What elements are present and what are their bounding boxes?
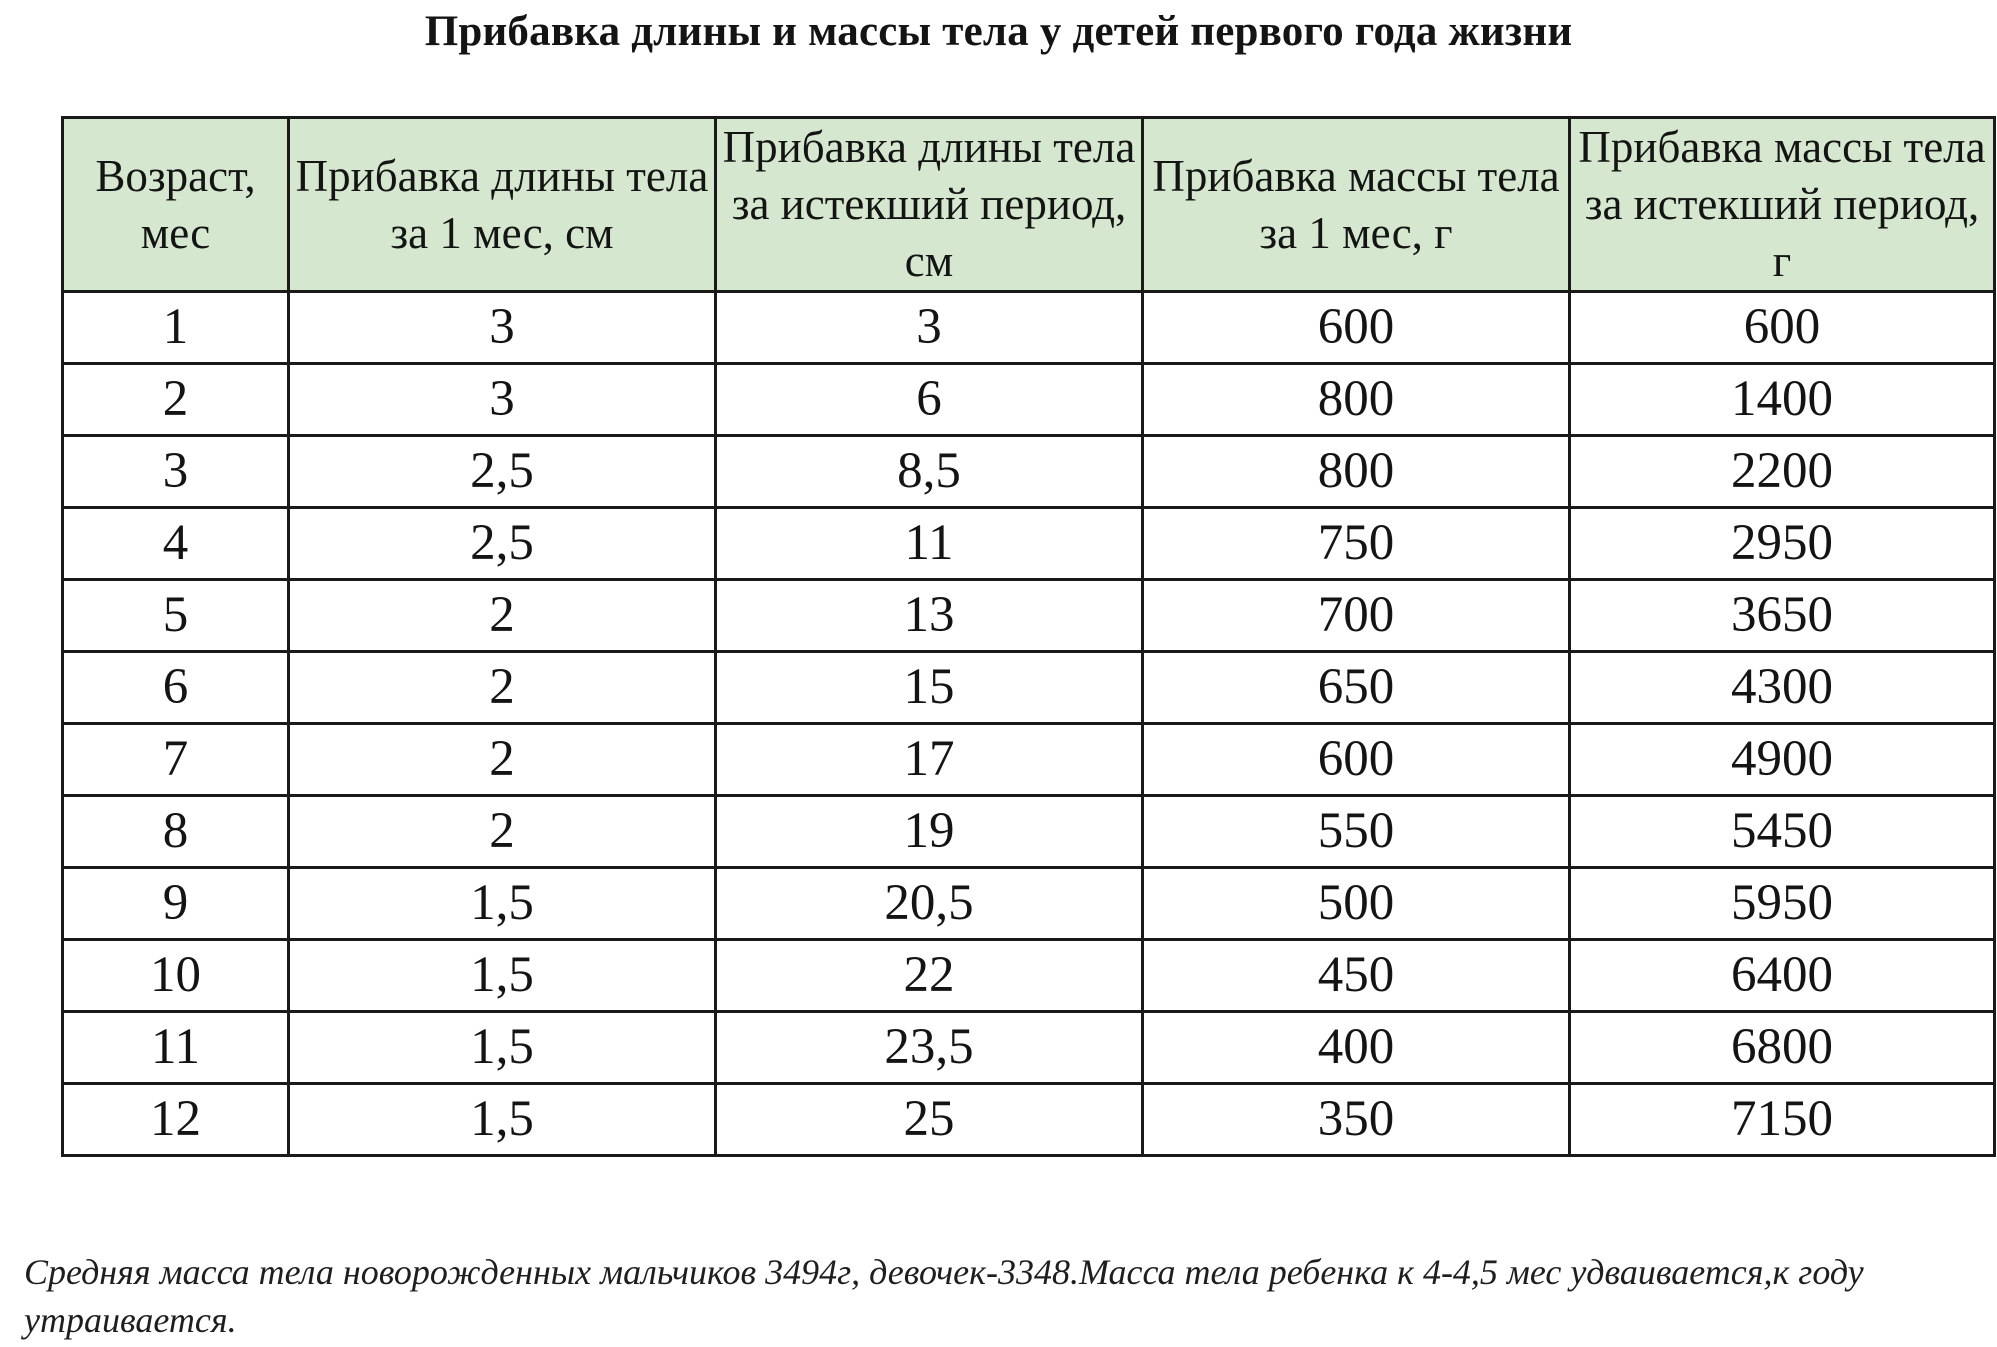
- cell-length-gain-month: 2: [289, 580, 716, 652]
- cell-length-gain-month: 2: [289, 724, 716, 796]
- cell-mass-gain-month: 600: [1143, 724, 1570, 796]
- cell-mass-gain-total: 7150: [1570, 1084, 1995, 1156]
- table-row: [63, 796, 1995, 868]
- cell-length-gain-total: 6: [716, 364, 1143, 436]
- cell-mass-gain-month: 500: [1143, 868, 1570, 940]
- cell-mass-gain-month: 400: [1143, 1012, 1570, 1084]
- table-row: [63, 436, 1995, 508]
- cell-mass-gain-month: 550: [1143, 796, 1570, 868]
- header-mass-gain-total: Прибавка массы тела за истекший период, г: [1570, 118, 1995, 292]
- cell-age: 3: [63, 436, 289, 508]
- cell-mass-gain-month: 800: [1143, 436, 1570, 508]
- cell-age: 4: [63, 508, 289, 580]
- cell-length-gain-month: 3: [289, 292, 716, 364]
- cell-length-gain-total: 25: [716, 1084, 1143, 1156]
- cell-age: 6: [63, 652, 289, 724]
- cell-mass-gain-total: 6400: [1570, 940, 1995, 1012]
- cell-mass-gain-month: 600: [1143, 292, 1570, 364]
- header-age: Возраст, мес: [63, 118, 289, 292]
- table-row: [63, 364, 1995, 436]
- cell-mass-gain-month: 800: [1143, 364, 1570, 436]
- table-row: [63, 292, 1995, 364]
- cell-length-gain-total: 17: [716, 724, 1143, 796]
- cell-length-gain-total: 3: [716, 292, 1143, 364]
- header-length-gain-total: Прибавка длины тела за истекший период, см: [716, 118, 1143, 292]
- cell-mass-gain-month: 750: [1143, 508, 1570, 580]
- footnote: Средняя масса тела новорожденных мальчиков 3494г, девочек-3348.Масса тела ребенка к 4-4,5 мес удваивается,к году утраивается.: [24, 1252, 1864, 1340]
- cell-age: 7: [63, 724, 289, 796]
- table-row: [63, 724, 1995, 796]
- cell-length-gain-total: 8,5: [716, 436, 1143, 508]
- cell-length-gain-total: 22: [716, 940, 1143, 1012]
- cell-mass-gain-total: 2950: [1570, 508, 1995, 580]
- cell-length-gain-month: 1,5: [289, 1084, 716, 1156]
- cell-age: 2: [63, 364, 289, 436]
- cell-length-gain-month: 1,5: [289, 940, 716, 1012]
- table-row: [63, 868, 1995, 940]
- table-row: [63, 1084, 1995, 1156]
- cell-mass-gain-total: 2200: [1570, 436, 1995, 508]
- cell-length-gain-total: 13: [716, 580, 1143, 652]
- page-title: Прибавка длины и массы тела у детей первого года жизни: [424, 8, 1573, 55]
- cell-length-gain-total: 15: [716, 652, 1143, 724]
- cell-age: 12: [63, 1084, 289, 1156]
- cell-length-gain-month: 2: [289, 796, 716, 868]
- growth-table: [61, 116, 1996, 1157]
- cell-length-gain-total: 23,5: [716, 1012, 1143, 1084]
- cell-length-gain-month: 2,5: [289, 508, 716, 580]
- table-row: [63, 940, 1995, 1012]
- cell-length-gain-total: 20,5: [716, 868, 1143, 940]
- cell-mass-gain-total: 5950: [1570, 868, 1995, 940]
- cell-mass-gain-month: 450: [1143, 940, 1570, 1012]
- cell-age: 1: [63, 292, 289, 364]
- cell-length-gain-total: 11: [716, 508, 1143, 580]
- cell-length-gain-total: 19: [716, 796, 1143, 868]
- cell-mass-gain-total: 4900: [1570, 724, 1995, 796]
- header-length-gain-month: Прибавка длины тела за 1 мес, см: [289, 118, 716, 292]
- table-row: [63, 652, 1995, 724]
- cell-age: 9: [63, 868, 289, 940]
- cell-mass-gain-total: 1400: [1570, 364, 1995, 436]
- table-row: [63, 580, 1995, 652]
- cell-length-gain-month: 1,5: [289, 1012, 716, 1084]
- cell-mass-gain-month: 700: [1143, 580, 1570, 652]
- cell-length-gain-month: 2: [289, 652, 716, 724]
- cell-length-gain-month: 1,5: [289, 868, 716, 940]
- cell-age: 11: [63, 1012, 289, 1084]
- header-mass-gain-month: Прибавка массы тела за 1 мес, г: [1143, 118, 1570, 292]
- cell-mass-gain-total: 600: [1570, 292, 1995, 364]
- cell-mass-gain-month: 350: [1143, 1084, 1570, 1156]
- cell-mass-gain-month: 650: [1143, 652, 1570, 724]
- cell-age: 5: [63, 580, 289, 652]
- table-body: [63, 292, 1995, 1156]
- table-row: [63, 1012, 1995, 1084]
- cell-mass-gain-total: 3650: [1570, 580, 1995, 652]
- cell-mass-gain-total: 6800: [1570, 1012, 1995, 1084]
- cell-mass-gain-total: 5450: [1570, 796, 1995, 868]
- table-header-row: [63, 118, 1995, 292]
- table-row: [63, 508, 1995, 580]
- cell-length-gain-month: 3: [289, 364, 716, 436]
- cell-length-gain-month: 2,5: [289, 436, 716, 508]
- cell-age: 10: [63, 940, 289, 1012]
- cell-mass-gain-total: 4300: [1570, 652, 1995, 724]
- cell-age: 8: [63, 796, 289, 868]
